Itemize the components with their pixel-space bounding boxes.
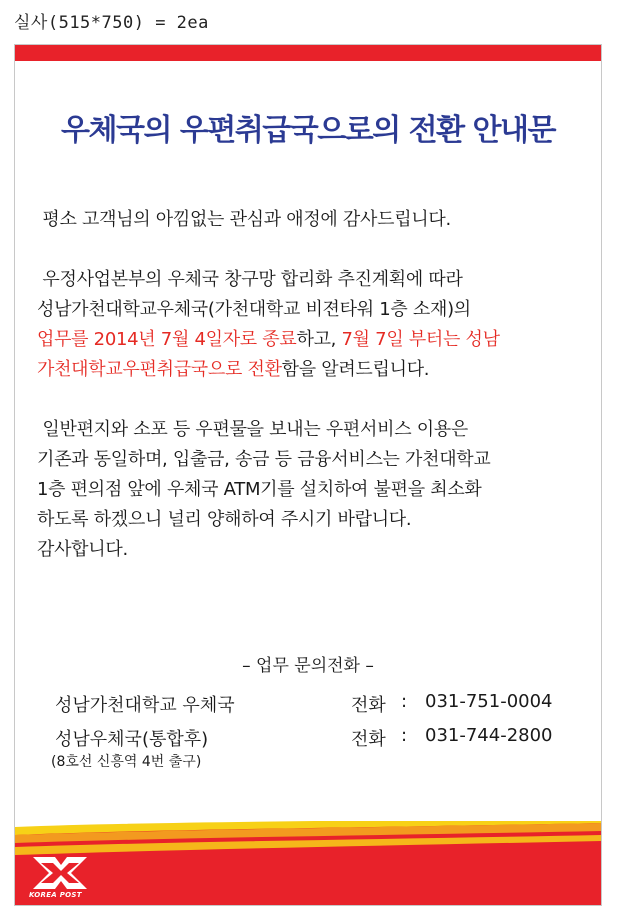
notice-end-date: 업무를 2014년 7월 4일자로 종료: [37, 329, 297, 350]
notice-connector: 하고,: [296, 329, 342, 350]
contact-name: 성남우체국(통합후): [55, 729, 209, 750]
greeting-paragraph: [37, 205, 583, 235]
phone-number: 031-744-2800: [425, 725, 553, 746]
phone-separator: :: [401, 725, 408, 746]
logo-text: KOREA POST: [29, 891, 82, 899]
notice-title: 우체국의 우편취급국으로의 전환 안내문: [61, 113, 555, 148]
notice-line-1: 우정사업본부의 우체국 창구망 합리화 추진계획에 따라: [42, 269, 463, 290]
service-line-4: 하도록 하겠으니 널리 양해하여 주시기 바랍니다.: [37, 509, 412, 530]
contact-list: [51, 691, 575, 771]
phone-label: 전화: [351, 695, 386, 716]
contact-row: [55, 691, 575, 725]
spec-label: 실사(515*750) = 2ea: [14, 13, 209, 33]
notice-new-office: 가천대학교우편취급국으로 전환: [37, 359, 282, 380]
phone-separator: :: [401, 691, 408, 712]
notice-poster: [14, 44, 602, 906]
notice-start-date: 7월 7일 부터는 성남: [341, 329, 500, 350]
notice-paragraph: [37, 265, 583, 385]
contact-heading: – 업무 문의전화 –: [242, 656, 374, 676]
service-paragraph: [37, 415, 583, 565]
contact-row: [55, 725, 575, 759]
notice-line-2: 성남가천대학교우체국(가천대학교 비젼타워 1층 소재)의: [37, 299, 471, 320]
phone-label: 전화: [351, 729, 386, 750]
phone-number: 031-751-0004: [425, 691, 553, 712]
service-line-3: 1층 편의점 앞에 우체국 ATM기를 설치하여 불편을 최소화: [37, 479, 482, 500]
service-line-2: 기존과 동일하며, 입출금, 송금 등 금융서비스는 가천대학교: [37, 449, 491, 470]
notice-body: [37, 205, 583, 595]
bottom-stripes: [15, 821, 601, 905]
greeting-text: 평소 고객님의 아낌없는 관심과 애정에 감사드립니다.: [42, 209, 451, 230]
closing-text: 감사합니다.: [37, 539, 128, 560]
notice-tail: 함을 알려드립니다.: [281, 359, 430, 380]
contact-name: 성남가천대학교 우체국: [55, 695, 235, 716]
top-red-bar: [15, 45, 601, 61]
service-line-1: 일반편지와 소포 등 우편물을 보내는 우편서비스 이용은: [42, 419, 468, 440]
location-note: (8호선 신흥역 4번 출구): [51, 754, 202, 770]
